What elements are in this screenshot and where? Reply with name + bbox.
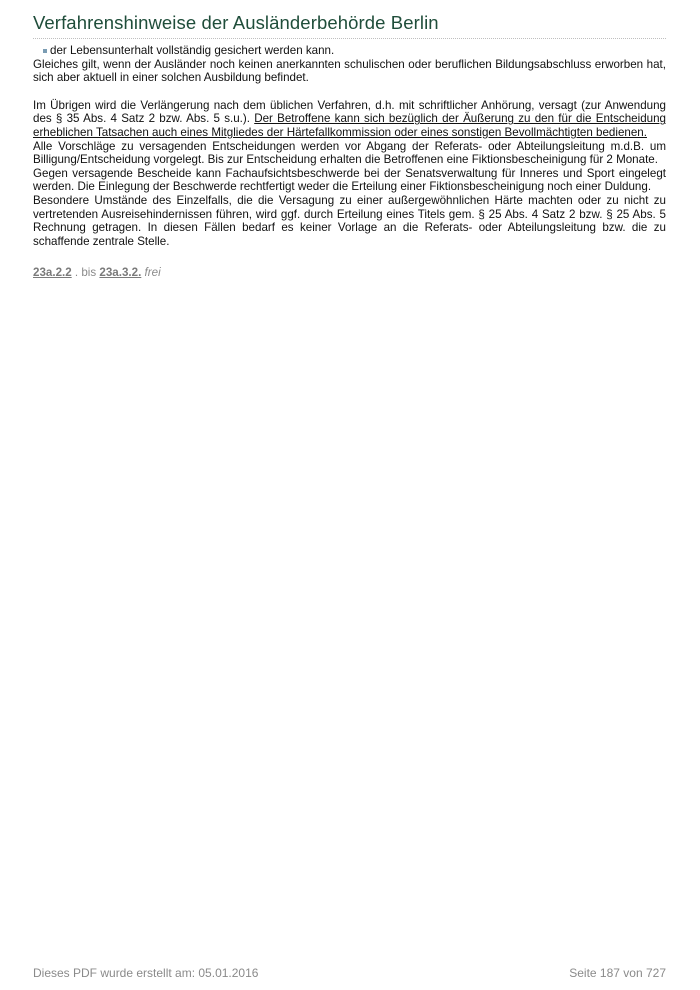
page-number-text: Seite 187 von 727 [569, 966, 666, 980]
paragraph-5: Besondere Umstände des Einzelfalls, die die Versagung zu einer außergewöhnlichen Härte machten oder zu nicht zu vertretenden Ausreisehindernissen führen, wird ggf. durch Erteilung eines Titels gem. § 25 Abs. 4 Satz 2 bzw. § 25 Abs. 5 Rechnung getragen. In diesen Fällen bedarf es keiner Vorlage an die Referats- oder Abteilungsleitung bzw. die zu schaffende zentrale Stelle. [33, 193, 666, 248]
list-item-text: der Lebensunterhalt vollständig gesichert werden kann. [50, 44, 335, 57]
paragraph-2-text: Im Übrigen wird die Verlängerung nach dem üblichen Verfahren, d.h. mit schriftlicher Anhörung, versagt (zur Anwendung des § 35 Abs. 4 Satz 2 bzw. Abs. 5 s.u.). [33, 98, 666, 126]
document-body [33, 44, 666, 248]
paragraph-2-underlined-text: Der Betroffene kann sich bezüglich der Äußerung zu den für die Entscheidung erheblichen Tatsachen auch eines Mitgliedes der Härtefallkommission oder eines sonstigen Bevollmächtigten bedienen. [33, 112, 666, 139]
paragraph-spacer [33, 85, 666, 99]
paragraph-4: Gegen versagende Bescheide kann Fachaufsichtsbeschwerde bei der Senatsverwaltung für Inneres und Sport eingelegt werden. Die Einlegung der Beschwerde rechtfertigt weder die Erteilung einer Fiktionsbescheinigung noch einer Duldung. [33, 166, 666, 194]
page-header [33, 12, 666, 39]
section-link-from[interactable]: 23a.2.2 [33, 266, 72, 279]
section-navigation [33, 266, 161, 279]
square-bullet-icon [43, 49, 47, 53]
list-item [33, 44, 666, 58]
section-range-separator: . bis [71, 266, 100, 279]
section-link-to[interactable]: 23a.3.2. [99, 266, 142, 279]
paragraph-3: Alle Vorschläge zu versagenden Entscheidungen werden vor Abgang der Referats- oder Abteilungsleitung m.d.B. um Billigung/Entscheidung vorgelegt. Bis zur Entscheidung erhalten die Betroffenen eine Fiktionsbescheinigung für 2 Monate. [33, 139, 666, 167]
section-status: frei [144, 266, 161, 279]
paragraph-2 [33, 99, 666, 140]
page-title: Verfahrenshinweise der Ausländerbehörde Berlin [33, 12, 439, 33]
created-date-text: Dieses PDF wurde erstellt am: 05.01.2016 [33, 966, 259, 980]
paragraph-1: Gleiches gilt, wenn der Ausländer noch keinen anerkannten schulischen oder beruflichen Bildungsabschluss erworben hat, sich aber aktuell in einer solchen Ausbildung befindet. [33, 57, 666, 85]
